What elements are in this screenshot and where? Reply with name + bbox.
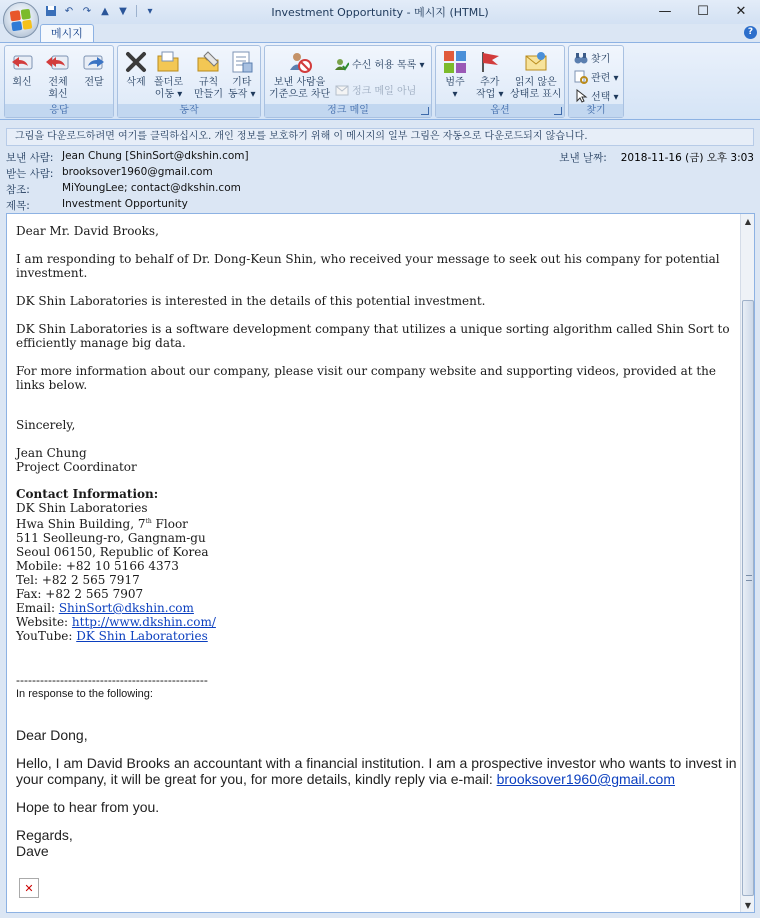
paragraph-1: I am responding to behalf of Dr. Dong-Keun Shin, who received your message to seek out his company for potential investment. [16,252,720,280]
minimize-button[interactable]: — [658,3,672,19]
safe-list-icon [335,57,349,71]
subject-row [6,198,188,214]
quoted-name: Dave [16,843,49,859]
dialog-launcher-icon[interactable] [554,107,562,115]
rule-label-2: 만들기 [194,89,223,100]
youtube-link[interactable]: DK Shin Laboratories [76,629,208,643]
safe-list-label: 수신 허용 목록 ▾ [352,60,425,71]
message-content [16,224,738,859]
download-pictures-infobar[interactable]: 그림을 다운로드하려면 여기를 클릭하십시오. 개인 정보를 보호하기 위해 이 메시지의 일부 그림은 자동으로 다운로드되지 않습니다. [6,128,754,146]
address-line-2: 511 Seolleung-ro, Gangnam-gu [16,531,206,545]
redo-icon[interactable]: ↷ [82,5,92,17]
cc-row [6,182,241,198]
categorize-label-2: ▾ [452,89,458,100]
tab-message[interactable]: 메시지 [40,24,94,43]
group-junk [264,45,432,118]
email-label: Email: [16,601,59,615]
vertical-scrollbar[interactable] [740,214,754,912]
window-controls [646,0,760,22]
envelope-icon [523,49,549,75]
scrollbar-grip [746,575,752,581]
from-row [6,150,249,166]
dialog-launcher-icon[interactable] [421,107,429,115]
create-rule-button[interactable] [194,49,223,101]
office-logo-icon [10,9,33,32]
contact-heading: Contact Information: [16,487,159,501]
block-sender-icon [287,49,313,75]
delete-label: 삭제 [126,77,146,88]
title-bar [0,0,760,24]
reply-all-icon [45,49,71,75]
subject-value: Investment Opportunity [62,198,188,210]
delete-button[interactable] [123,49,149,89]
follow-up-label-1: 추가 [480,77,500,88]
up-arrow-icon[interactable]: ▲ [101,5,109,17]
forward-label: 전달 [84,77,104,88]
cc-value[interactable]: MiYoungLee; contact@dkshin.com [62,182,241,194]
paragraph-3: DK Shin Laboratories is a software development company that utilizes a unique sorting algorithm called Shin Sort to efficiently manage big data. [16,322,730,350]
scroll-up-arrow-icon[interactable]: ▲ [744,216,752,226]
website-link[interactable]: http://www.dkshin.com/ [71,615,216,629]
sent-value: 2018-11-16 (금) 오후 3:03 [620,152,754,164]
quote-divider: ------------------------------------------------ [16,673,208,687]
other-actions-icon [229,49,255,75]
group-respond [4,45,114,118]
signature-title: Project Coordinator [16,460,137,474]
move-label-1: 폴더로 [154,77,183,88]
reply-icon [9,49,35,75]
quoted-regards: Regards, [16,827,73,843]
group-options-label [436,104,564,117]
related-button[interactable] [574,69,619,84]
closing: Sincerely, [16,418,76,432]
group-find-label: 찾기 [569,104,623,117]
help-icon[interactable]: ? [744,26,757,39]
fax: Fax: +82 2 565 7907 [16,587,144,601]
message-body[interactable] [6,213,755,913]
quoted-paragraph-1 [16,755,738,787]
related-label: 관련 ▾ [591,73,619,84]
delete-icon [123,49,149,75]
website-label: Website: [16,615,72,629]
telephone: Tel: +82 2 565 7917 [16,573,140,587]
quoted-paragraph-1-text: Hello, I am David Brooks an accountant with a financial institution. I am a prospective investor who wants to invest in your company, it will be great for you, for more details, kindly reply via e-mail: [16,755,737,787]
youtube-label: YouTube: [16,629,77,643]
not-junk-icon [335,83,349,97]
maximize-button[interactable]: ☐ [697,3,709,19]
reply-all-button[interactable] [45,49,71,101]
window-title: Investment Opportunity - 메시지 (HTML) [271,6,489,19]
categorize-button[interactable] [442,49,468,101]
quoted-email-link[interactable]: brooksover1960@gmail.com [496,771,675,787]
mark-unread-button[interactable] [510,49,561,101]
block-label-2: 기준으로 차단 [269,89,331,100]
move-to-folder-button[interactable] [154,49,183,101]
group-junk-label [265,104,431,117]
group-options [435,45,565,118]
reply-all-label-2: 회신 [48,89,68,100]
find-button[interactable] [574,50,610,65]
in-response-label: In response to the following: [16,688,153,700]
down-arrow-icon[interactable]: ▼ [119,5,127,17]
mark-unread-label-2: 상태로 표시 [510,89,562,100]
scroll-down-arrow-icon[interactable]: ▼ [744,900,752,910]
safe-list-button[interactable] [335,56,425,71]
signature-name: Jean Chung [16,446,87,460]
group-respond-label: 응답 [5,104,113,117]
cursor-icon [574,89,588,103]
customize-qat-icon[interactable]: ▾ [147,5,153,17]
close-button[interactable]: ✕ [735,3,747,19]
to-value[interactable]: brooksover1960@gmail.com [62,166,213,178]
sent-row [559,150,754,165]
binoculars-icon [574,51,588,65]
from-label: 보낸 사람: [6,152,54,164]
block-label-1: 보낸 사람을 [273,77,326,88]
group-actions-label: 동작 [118,104,260,117]
scrollbar-thumb[interactable] [742,300,754,896]
reply-button[interactable] [9,49,35,89]
to-label: 받는 사람: [6,168,54,180]
address-line-1-text: Hwa Shin Building, 7 [16,517,146,531]
select-button[interactable] [574,88,619,103]
other-actions-button[interactable] [228,49,256,101]
other-actions-label-1: 기타 [232,77,252,88]
other-actions-label-2: 동작 ▾ [228,89,256,100]
reply-label: 회신 [12,77,32,88]
group-actions [117,45,261,118]
group-options-label-text: 옵션 [490,105,510,116]
undo-icon[interactable]: ↶ [64,5,74,17]
rule-label-1: 규칙 [198,77,219,88]
not-junk-button[interactable] [335,82,416,97]
from-value[interactable]: Jean Chung [ShinSort@dkshin.com] [62,150,249,162]
paragraph-2: DK Shin Laboratories is interested in the details of this potential investment. [16,294,486,308]
paragraph-4: For more information about our company, please visit our company website and supporting videos, provided at the links below. [16,364,717,392]
window-bottom-border [0,913,760,918]
greeting: Dear Mr. David Brooks, [16,224,159,238]
to-row [6,166,213,182]
find-label: 찾기 [591,54,611,65]
office-button[interactable] [3,2,39,38]
move-label-2: 이동 ▾ [154,89,183,100]
group-junk-label-text: 정크 메일 [327,105,369,116]
forward-button[interactable] [81,49,107,89]
address-line-1-floor: Floor [151,517,188,531]
folder-move-icon [155,49,181,75]
address-line-3: Seoul 06150, Republic of Korea [16,545,209,559]
select-label: 선택 ▾ [591,92,619,103]
ribbon-tabs [0,24,760,42]
categorize-icon [442,49,468,75]
sent-label: 보낸 날짜: [559,152,607,164]
rule-icon [195,49,221,75]
website-line [16,615,738,629]
company-name: DK Shin Laboratories [16,501,148,515]
quoted-greeting: Dear Dong, [16,727,88,743]
address-line-1 [16,515,738,531]
address-superscript: th [145,518,152,525]
quoted-paragraph-2: Hope to hear from you. [16,799,160,815]
block-sender-button[interactable] [269,49,330,101]
mobile: Mobile: +82 10 5166 4373 [16,559,179,573]
reply-all-label-1: 전체 [48,77,68,88]
youtube-line [16,629,738,643]
message-header [0,148,760,212]
mark-unread-label-1: 읽지 않은 [514,77,557,88]
not-junk-label: 정크 메일 아님 [352,86,417,97]
related-icon [574,70,588,84]
categorize-label-1: 범주 [445,77,465,88]
flag-icon [477,49,503,75]
email-line [16,601,738,615]
subject-label: 제목: [6,200,30,212]
follow-up-label-2: 작업 ▾ [476,89,504,100]
group-find [568,45,624,118]
broken-image-icon[interactable]: ✕ [19,878,39,898]
ribbon [0,42,760,120]
email-link[interactable]: ShinSort@dkshin.com [58,601,194,615]
follow-up-button[interactable] [476,49,504,101]
cc-label: 참조: [6,184,30,196]
forward-icon [81,49,107,75]
